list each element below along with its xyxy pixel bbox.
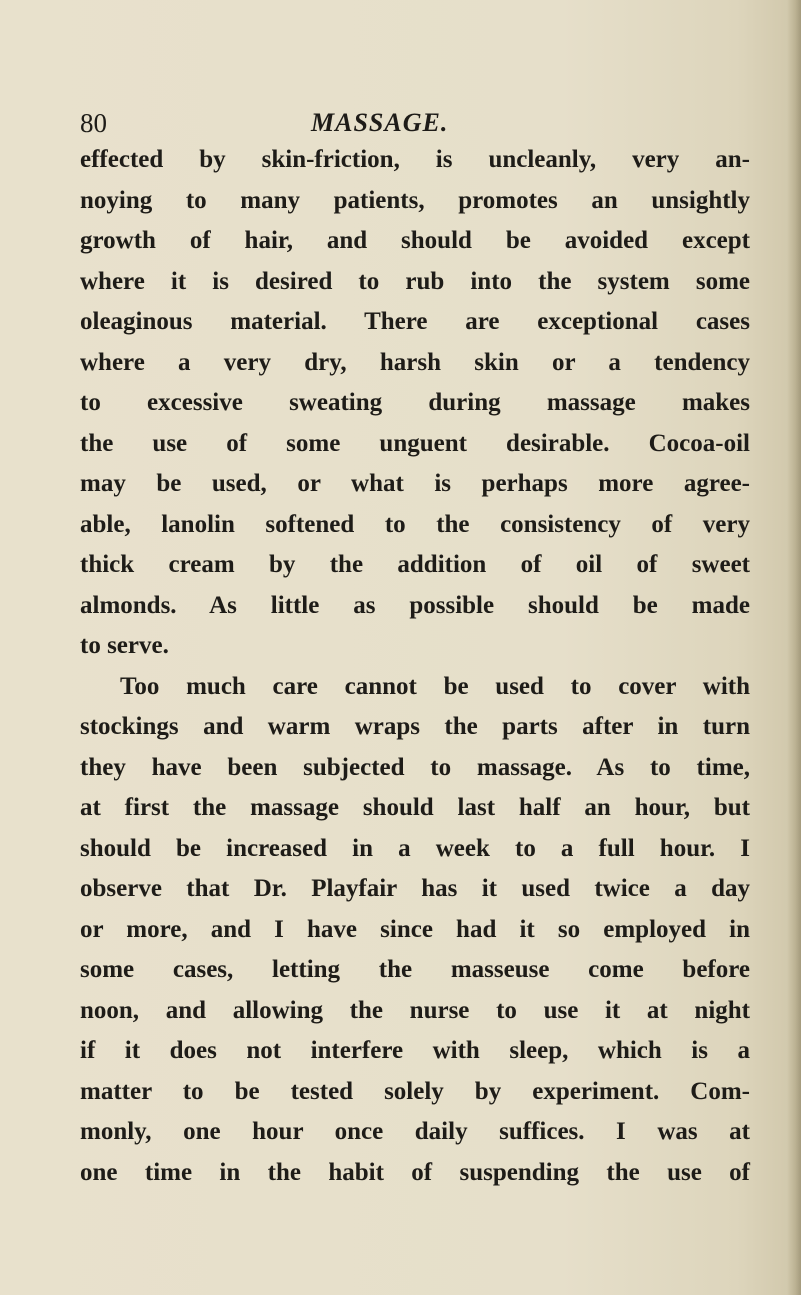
text-line: Too much care cannot be used to cover with xyxy=(120,672,750,700)
running-head: MASSAGE. xyxy=(311,108,449,137)
text-line: where a very dry, harsh skin or a tendency xyxy=(80,348,750,376)
text-line: may be used, or what is perhaps more agree- xyxy=(80,470,750,497)
text-line: they have been subjected to massage. As to time, xyxy=(80,753,750,781)
text-line: noon, and allowing the nurse to use it at night xyxy=(80,996,750,1024)
text-line: almonds. As little as possible should be made xyxy=(80,591,750,619)
text-line: effected by skin-friction, is uncleanly, very an- xyxy=(80,146,750,173)
text-line: noying to many patients, promotes an unsightly xyxy=(80,186,750,214)
page-header xyxy=(80,104,760,144)
text-line: should be increased in a week to a full hour. I xyxy=(80,834,750,862)
text-line: where it is desired to rub into the system some xyxy=(80,267,750,295)
text-line: some cases, letting the masseuse come before xyxy=(80,956,750,983)
text-line: monly, one hour once daily suffices. I was at xyxy=(80,1118,750,1145)
text-line: at first the massage should last half an hour, but xyxy=(80,794,750,821)
text-line: able, lanolin softened to the consistency of very xyxy=(80,510,750,538)
text-line: stockings and warm wraps the parts after in turn xyxy=(80,713,750,740)
text-line: to serve. xyxy=(80,632,169,659)
body-text xyxy=(80,140,750,1193)
text-line: if it does not interfere with sleep, which is a xyxy=(80,1037,750,1064)
text-line: thick cream by the addition of oil of sweet xyxy=(80,551,750,578)
text-line: to excessive sweating during massage makes xyxy=(80,389,750,416)
text-line: oleaginous material. There are exceptional cases xyxy=(80,308,750,335)
page-edge-shadow xyxy=(787,0,801,1295)
text-line: or more, and I have since had it so employed in xyxy=(80,915,750,943)
text-line: one time in the habit of suspending the use of xyxy=(80,1158,750,1186)
text-line: observe that Dr. Playfair has it used twice a day xyxy=(80,875,750,902)
text-line: growth of hair, and should be avoided except xyxy=(80,227,750,254)
text-line: the use of some unguent desirable. Cocoa-oil xyxy=(80,429,750,457)
page-number: 80 xyxy=(80,108,107,138)
text-line: matter to be tested solely by experiment. Com- xyxy=(80,1077,750,1105)
